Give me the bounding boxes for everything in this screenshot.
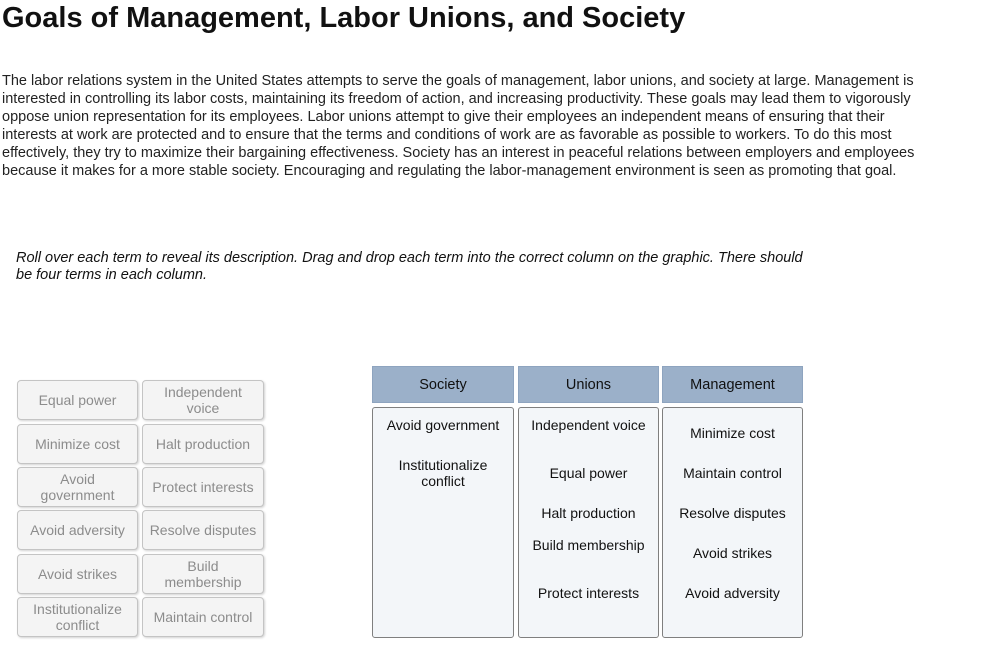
society-drop-zone[interactable]	[372, 407, 514, 638]
term-tile-protect-interests[interactable]: Protect interests	[142, 467, 264, 507]
management-placed-term[interactable]: Resolve disputes	[679, 505, 786, 521]
society-column-header: Society	[372, 366, 514, 403]
term-tile-avoid-government[interactable]: Avoid government	[17, 467, 138, 507]
page-title: Goals of Management, Labor Unions, and Society	[2, 2, 686, 34]
intro-paragraph: The labor relations system in the United States attempts to serve the goals of management, labor unions, and society at large. Management is interested in controlling its labor costs, maintaining its freedom of action, and increasing productivity. These goals may lead them to vigorously oppose union representation for its employees. Labor unions attempt to give their employees an independent means of ensuring that their interests at work are protected and to ensure that the terms and conditions of work are as favorable as possible to workers. To do this most effectively, they try to maximize their bargaining effectiveness. Society has an interest in peaceful relations between employers and employees because it makes for a more stable society. Encouraging and regulating the labor-management environment is seen as promoting that goal.	[2, 73, 915, 179]
unions-drop-zone[interactable]	[518, 407, 659, 638]
management-placed-term[interactable]: Avoid adversity	[685, 585, 780, 601]
unions-placed-term[interactable]: Build membership	[532, 537, 645, 553]
drop-graphic	[372, 366, 804, 640]
unions-placed-term[interactable]: Halt production	[541, 505, 636, 521]
society-placed-term[interactable]: Institutionalize conflict	[398, 457, 488, 489]
management-placed-term[interactable]: Maintain control	[683, 465, 782, 481]
unions-placed-term[interactable]: Protect interests	[537, 585, 640, 601]
term-tile-build-membership[interactable]: Build membership	[142, 554, 264, 594]
instructions-text: Roll over each term to reveal its description. Drag and drop each term into the correct column on the graphic. There should be four terms in each column.	[16, 250, 803, 283]
society-placed-term[interactable]: Avoid government	[386, 417, 500, 433]
term-tile-equal-power[interactable]: Equal power	[17, 380, 138, 420]
term-tile-halt-production[interactable]: Halt production	[142, 424, 264, 464]
term-tile-minimize-cost[interactable]: Minimize cost	[17, 424, 138, 464]
management-drop-zone[interactable]	[662, 407, 803, 638]
term-tile-independent-voice[interactable]: Independent voice	[142, 380, 264, 420]
term-tile-institutionalize-conflict[interactable]: Institutionalize conflict	[17, 597, 138, 637]
unions-column-header: Unions	[518, 366, 659, 403]
unions-placed-term[interactable]: Equal power	[549, 465, 628, 481]
term-bank	[17, 380, 267, 640]
unions-placed-term[interactable]: Independent voice	[531, 417, 646, 433]
management-column-header: Management	[662, 366, 803, 403]
management-placed-term[interactable]: Minimize cost	[690, 425, 775, 441]
term-tile-avoid-adversity[interactable]: Avoid adversity	[17, 510, 138, 550]
term-tile-maintain-control[interactable]: Maintain control	[142, 597, 264, 637]
term-tile-avoid-strikes[interactable]: Avoid strikes	[17, 554, 138, 594]
management-placed-term[interactable]: Avoid strikes	[692, 545, 773, 561]
term-tile-resolve-disputes[interactable]: Resolve disputes	[142, 510, 264, 550]
